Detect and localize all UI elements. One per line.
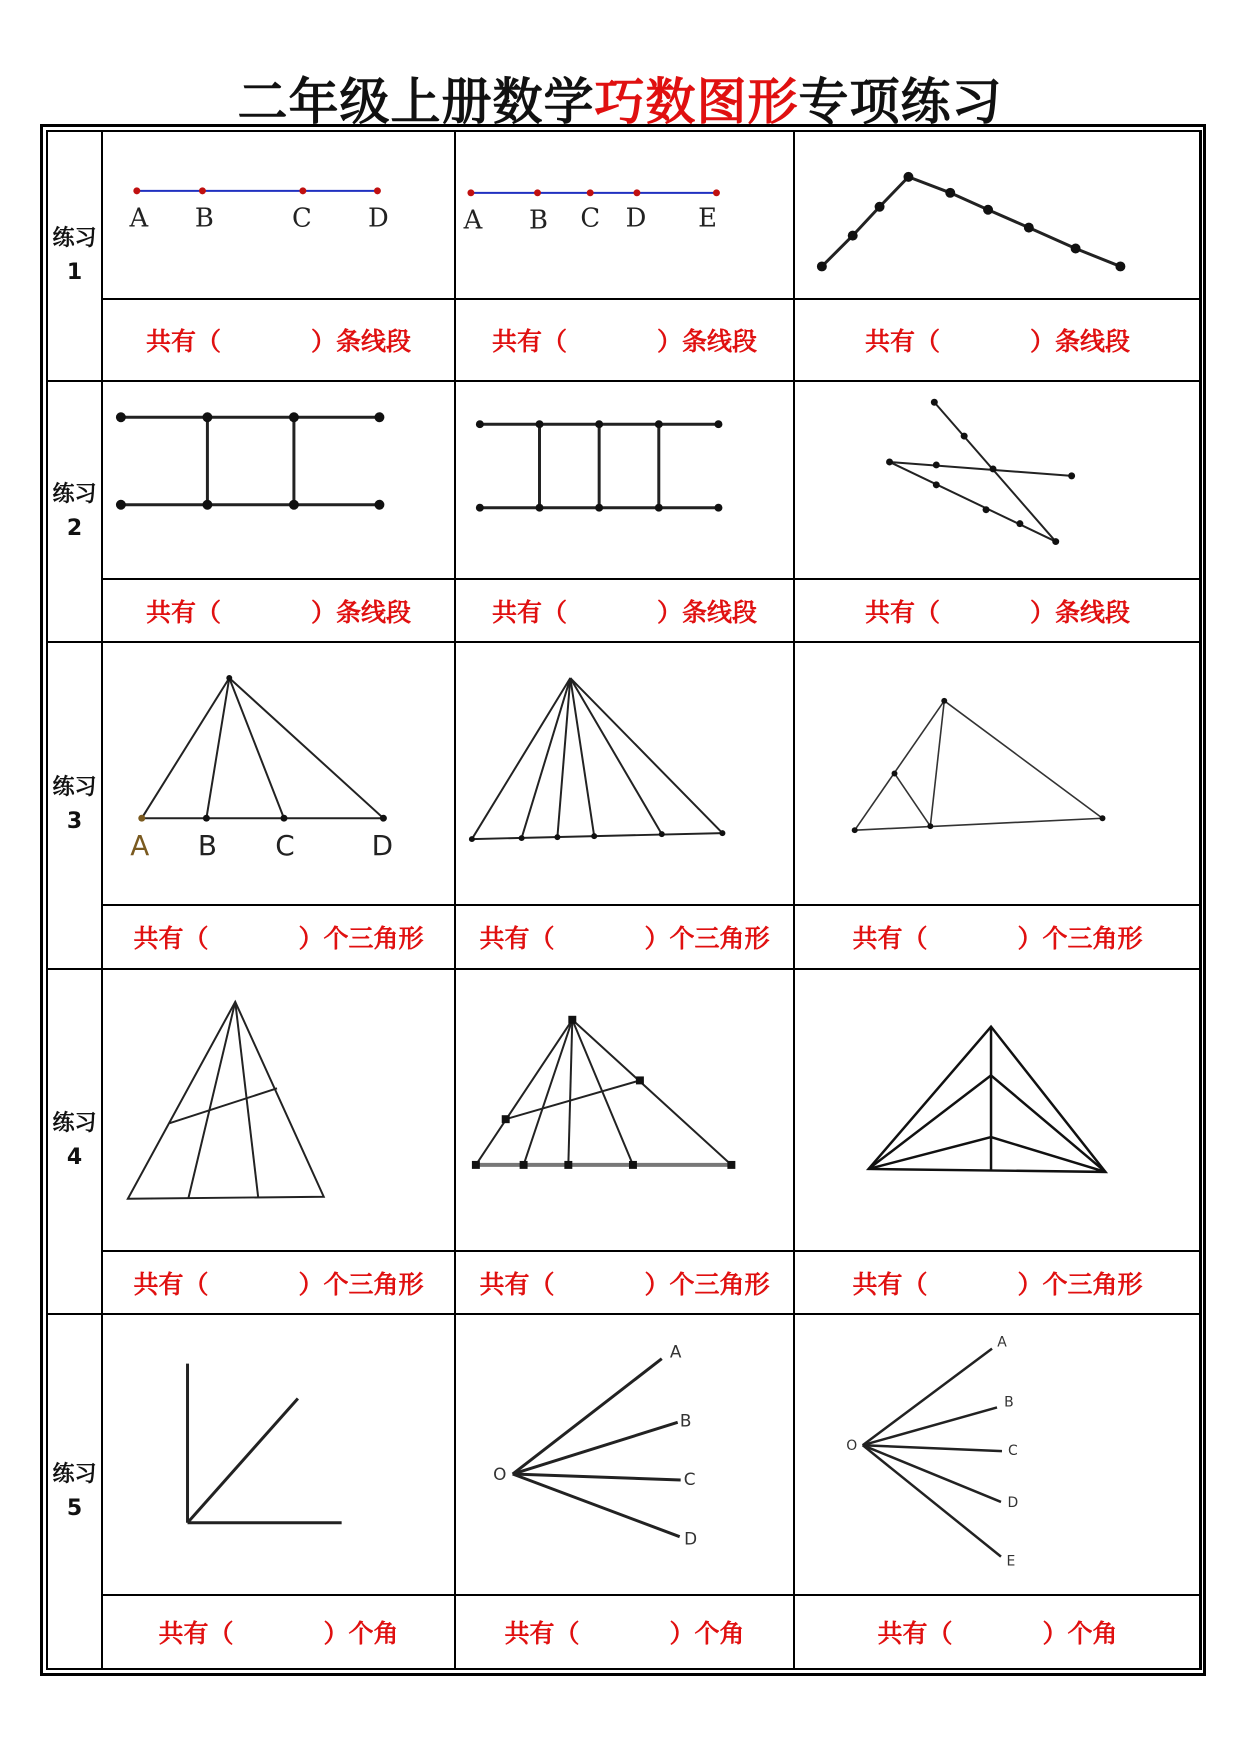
answer-blank: 共有（ ）条线段 bbox=[794, 299, 1201, 381]
figure-3a bbox=[102, 642, 455, 905]
answer-blank: 共有（ ）条线段 bbox=[102, 299, 455, 381]
answer-blank: 共有（ ）个三角形 bbox=[455, 905, 794, 968]
exercise-table bbox=[46, 130, 1202, 1670]
svg-text:D: D bbox=[1007, 1495, 1019, 1512]
worksheet bbox=[40, 124, 1206, 1676]
svg-text:C: C bbox=[1008, 1443, 1018, 1460]
figure-4c bbox=[794, 969, 1201, 1251]
answer-blank: 共有（ ）个三角形 bbox=[102, 1251, 455, 1314]
svg-text:A: A bbox=[997, 1335, 1007, 1352]
svg-text:A: A bbox=[463, 205, 483, 236]
figure-2b bbox=[455, 381, 794, 579]
svg-text:D: D bbox=[371, 829, 394, 863]
answer-blank: 共有（ ）条线段 bbox=[455, 299, 794, 381]
svg-text:O: O bbox=[493, 1464, 507, 1485]
figure-4b bbox=[455, 969, 794, 1251]
svg-text:C: C bbox=[580, 203, 601, 234]
title-part1: 二年级上册数学 bbox=[237, 73, 595, 131]
point-label: B bbox=[194, 203, 214, 234]
answer-blank: 共有（ ）条线段 bbox=[794, 579, 1201, 642]
answer-blank: 共有（ ）条线段 bbox=[102, 579, 455, 642]
title-highlight: 巧数图形 bbox=[594, 73, 799, 131]
point-label: A bbox=[129, 203, 149, 234]
svg-text:B: B bbox=[529, 205, 549, 236]
title-part3: 专项练习 bbox=[798, 73, 1003, 131]
figure-2a bbox=[102, 381, 455, 579]
answer-blank: 共有（ ）个三角形 bbox=[102, 905, 455, 968]
answer-blank: 共有（ ）个角 bbox=[102, 1595, 455, 1669]
svg-text:C: C bbox=[683, 1469, 696, 1490]
svg-text:B: B bbox=[679, 1410, 692, 1431]
row-label: 练习 4 bbox=[47, 969, 102, 1315]
svg-text:O: O bbox=[846, 1438, 858, 1455]
answer-blank: 共有（ ）个三角形 bbox=[794, 1251, 1201, 1314]
row-label: 练习 5 bbox=[47, 1314, 102, 1669]
figure-5c bbox=[794, 1314, 1201, 1594]
answer-blank: 共有（ ）个三角形 bbox=[455, 1251, 794, 1314]
answer-blank: 共有（ ）个角 bbox=[455, 1595, 794, 1669]
svg-text:A: A bbox=[669, 1342, 682, 1363]
svg-text:D: D bbox=[684, 1528, 698, 1549]
row-label: 练习 1 bbox=[47, 131, 102, 381]
figure-1b bbox=[455, 131, 794, 299]
row-label: 练习 3 bbox=[47, 642, 102, 968]
svg-text:C: C bbox=[275, 829, 295, 863]
svg-text:D: D bbox=[625, 203, 647, 234]
answer-blank: 共有（ ）条线段 bbox=[455, 579, 794, 642]
svg-text:E: E bbox=[1006, 1553, 1016, 1570]
figure-1c bbox=[794, 131, 1201, 299]
figure-2c bbox=[794, 381, 1201, 579]
point-label: D bbox=[368, 203, 389, 234]
svg-text:A: A bbox=[130, 829, 150, 863]
point-label: C bbox=[291, 203, 312, 234]
svg-text:E: E bbox=[698, 203, 717, 234]
answer-blank: 共有（ ）个三角形 bbox=[794, 905, 1201, 968]
figure-3c bbox=[794, 642, 1201, 905]
figure-4a bbox=[102, 969, 455, 1251]
figure-5b bbox=[455, 1314, 794, 1594]
svg-text:B: B bbox=[197, 829, 217, 863]
row-label: 练习 2 bbox=[47, 381, 102, 642]
figure-3b bbox=[455, 642, 794, 905]
figure-5a bbox=[102, 1314, 455, 1594]
answer-blank: 共有（ ）个角 bbox=[794, 1595, 1201, 1669]
figure-1a bbox=[102, 131, 455, 299]
svg-text:B: B bbox=[1004, 1394, 1014, 1411]
